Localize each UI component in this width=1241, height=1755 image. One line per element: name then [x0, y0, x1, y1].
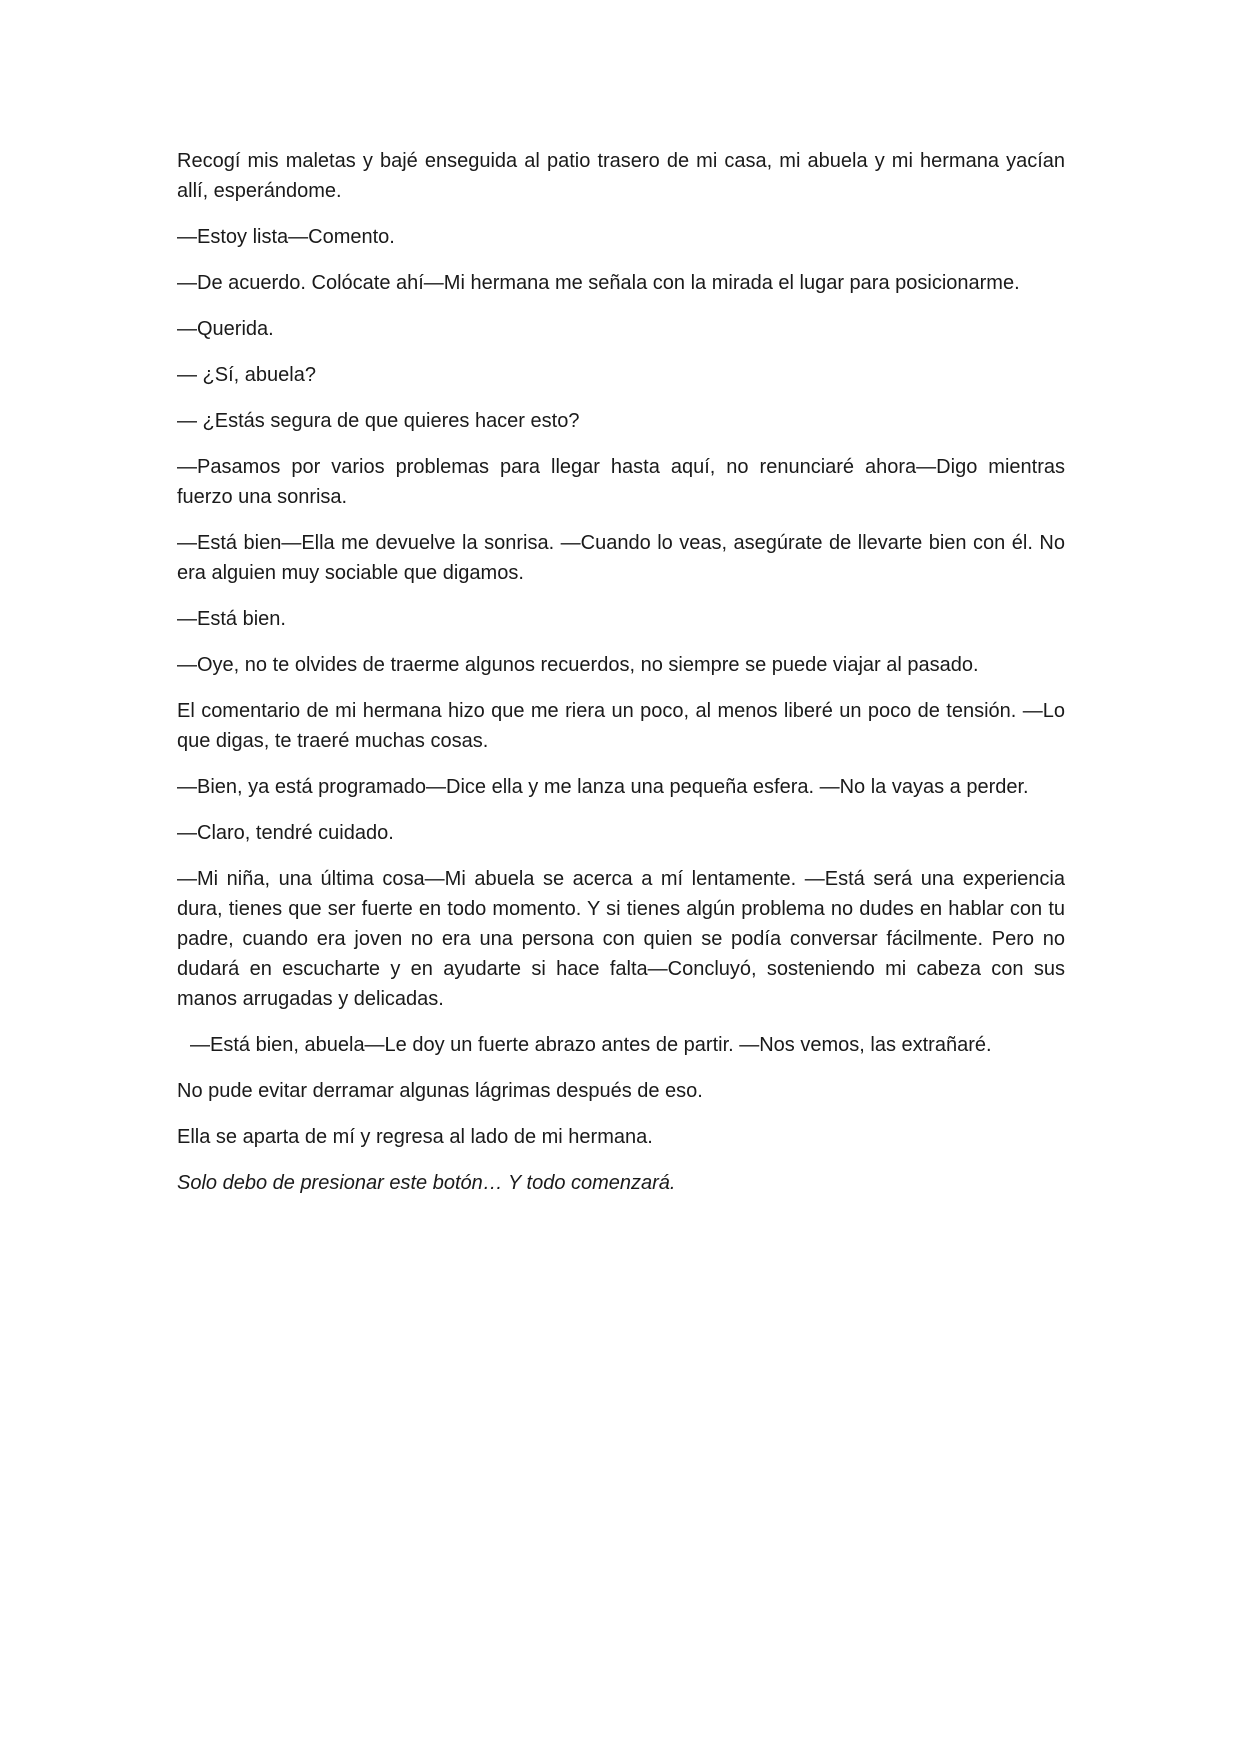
paragraph: —Claro, tendré cuidado. [177, 822, 394, 844]
paragraph: —Bien, ya está programado—Dice ella y me lanza una pequeña esfera. —No la vayas a perder. [177, 776, 1029, 798]
paragraph: —Mi niña, una última cosa—Mi abuela se acerca a mí lentamente. —Está será una experiencia dura, tienes que ser fuerte en todo momento. Y si tienes algún problema no dudes en hablar con tu padre, cuando era joven no era una persona con quien se podía conversar fácilmente. Pero no dudará en escucharte y en ayudarte si hace falta—Concluyó, sosteniendo mi cabeza con sus manos arrugadas y delicadas. [177, 868, 1065, 1010]
paragraph: No pude evitar derramar algunas lágrimas después de eso. [177, 1080, 703, 1102]
paragraph: Ella se aparta de mí y regresa al lado de mi hermana. [177, 1126, 653, 1148]
paragraph: — ¿Estás segura de que quieres hacer esto? [177, 410, 580, 432]
paragraph: Recogí mis maletas y bajé enseguida al patio trasero de mi casa, mi abuela y mi hermana yacían allí, esperándome. [177, 150, 1065, 202]
paragraph: —Está bien. [177, 608, 286, 630]
paragraph: —Pasamos por varios problemas para llegar hasta aquí, no renunciaré ahora—Digo mientras fuerzo una sonrisa. [177, 456, 1065, 508]
paragraph: —Está bien—Ella me devuelve la sonrisa. —Cuando lo veas, asegúrate de llevarte bien con él. No era alguien muy sociable que digamos. [177, 532, 1065, 584]
body-text [177, 146, 1065, 1214]
paragraph: El comentario de mi hermana hizo que me riera un poco, al menos liberé un poco de tensión. —Lo que digas, te traeré muchas cosas. [177, 700, 1065, 752]
paragraph: —De acuerdo. Colócate ahí—Mi hermana me señala con la mirada el lugar para posicionarme. [177, 272, 1020, 294]
paragraph: —Estoy lista—Comento. [177, 226, 395, 248]
paragraph: —Querida. [177, 318, 274, 340]
italic-paragraph: Solo debo de presionar este botón… Y todo comenzará. [177, 1172, 676, 1194]
paragraph: — ¿Sí, abuela? [177, 364, 316, 386]
paragraph: —Oye, no te olvides de traerme algunos recuerdos, no siempre se puede viajar al pasado. [177, 654, 979, 676]
paragraph: —Está bien, abuela—Le doy un fuerte abrazo antes de partir. —Nos vemos, las extrañaré. [190, 1034, 992, 1056]
